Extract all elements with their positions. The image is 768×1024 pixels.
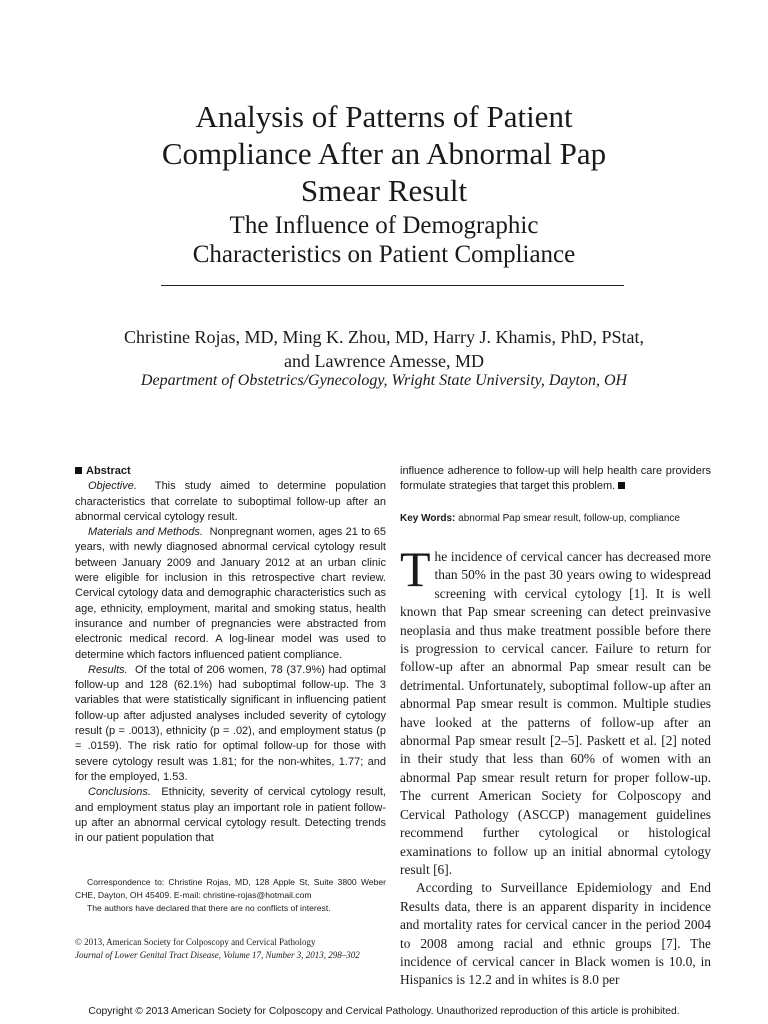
article-subtitle-line: The Influence of Demographic [229, 212, 539, 239]
correspondence-note: Correspondence to: Christine Rojas, MD, 128 Apple St, Suite 3800 Weber CHE, Dayton, OH 45409. E-mail: christine-rojas@hotmail.com [75, 877, 386, 900]
author-line: and Lawrence Amesse, MD [284, 351, 484, 371]
methods-label: Materials and Methods. [88, 526, 203, 539]
title-divider [161, 285, 624, 286]
abstract-continued-paragraph [400, 464, 711, 495]
abstract [75, 464, 386, 846]
square-bullet-icon [75, 467, 82, 474]
affiliation: Department of Obstetrics/Gynecology, Wright State University, Dayton, OH [140, 372, 628, 389]
body-paragraph: According to Surveillance Epidemiology and End Results data, there is an apparent disparity in incidence and mortality rates for cervical cancer in the period 2004 to 2008 among racial and ethnic groups [7]. The incidence of cervical cancer in Black women is 10.0, in Hispanics is 12.2 and in whites is 8.0 per [400, 880, 711, 988]
conclusions-text: Ethnicity, severity of cervical cytology result, and employment status play an important role in patient follow-up after an abnormal cervical cytology result. Detecting trends in our patient population that [75, 786, 386, 845]
body-paragraph-text: he incidence of cervical cancer has decreased more than 50% in the past 30 years owing to widespread screening with cervical cytology [1]. It is well known that Pap smear screening can detect preinvasive neoplasia and thus make treatment possible before there is progression to cervical cancer. Failure to return for follow-up after an abnormal Pap smear result can be detrimental. Unfortunately, suboptimal follow-up after an abnormal Pap smear result is common. Multiple studies have looked at the patterns of follow-up after an abnormal Pap smear result [2–5]. Paskett et al. [2] noted in their study that less than 60% of women with an abnormal Pap smear result return for proper follow-up. The current American Society for Colposcopy and Cervical Pathology (ASCCP) management guidelines recommend further cytological or histological examinations to follow up an initial abnormal cytology result [6]. [400, 549, 711, 877]
article-subtitle-line: Characteristics on Patient Compliance [192, 241, 576, 268]
author-list [0, 325, 768, 373]
article-title-line: Smear Result [300, 173, 468, 208]
results-label: Results. [88, 663, 128, 676]
objective-label: Objective. [88, 480, 137, 493]
article-title-line: Analysis of Patterns of Patient [195, 99, 573, 134]
article-subtitle [0, 211, 768, 269]
journal-copyright: © 2013, American Society for Colposcopy and Cervical Pathology [75, 937, 316, 947]
abstract-continued [400, 464, 711, 495]
footnotes [75, 876, 386, 915]
journal-info [75, 936, 386, 961]
conclusions-label: Conclusions. [88, 786, 151, 799]
abstract-heading [75, 464, 386, 479]
keywords-text: abnormal Pap smear result, follow-up, compliance [458, 513, 680, 524]
title-block [0, 98, 768, 269]
results-text: Of the total of 206 women, 78 (37.9%) had optimal follow-up and 128 (62.1%) had suboptimal follow-up. The 3 variables that were statistically significant in influencing patient follow-up after adjusted analyses included severity of cytology result (p = .0013), ethnicity (p = .02), and employment status (p = .0159). The risk ratio for optimal follow-up for those with severe cytology result was 1.81; for the non-whites, 1.77; and for the employed, 1.53. [75, 663, 386, 783]
drop-cap: T [400, 541, 431, 597]
abstract-continued-text: influence adherence to follow-up will help health care providers formulate strategies that target this problem. [400, 465, 711, 493]
conflict-note: The authors have declared that there are no conflicts of interest. [87, 903, 331, 913]
abstract-objective [75, 479, 386, 525]
body-text [400, 541, 711, 990]
body-paragraph [400, 541, 711, 879]
journal-citation: Journal of Lower Genital Tract Disease, Volume 17, Number 3, 2013, 298–302 [75, 949, 360, 960]
abstract-conclusions [75, 785, 386, 846]
article-title-line: Compliance After an Abnormal Pap [161, 136, 607, 171]
author-line: Christine Rojas, MD, Ming K. Zhou, MD, Harry J. Khamis, PhD, PStat, [123, 327, 644, 347]
keywords-label: Key Words: [400, 513, 456, 524]
abstract-heading-text: Abstract [86, 465, 131, 477]
abstract-methods [75, 525, 386, 663]
end-mark-icon [618, 482, 625, 489]
objective-text: This study aimed to determine population characteristics that correlate to suboptimal follow-up after an abnormal cervical cytology result. [75, 480, 387, 523]
article-title [0, 98, 768, 209]
page-copyright-footer: Copyright © 2013 American Society for Colposcopy and Cervical Pathology. Unauthorized reproduction of this article is prohibited. [88, 1006, 680, 1017]
keywords [400, 512, 711, 526]
methods-text: Nonpregnant women, ages 21 to 65 years, with newly diagnosed abnormal cervical cytology result between January 2009 and January 2012 at an urban clinic were eligible for inclusion in this retrospective chart review. Cervical cytology data and demographic characteristics such as age, ethnicity, employment, marital and smoking status, health insurance and number of pregnancies were abstracted from electronic medical record. A log-linear model was used to determine which factors influenced patient compliance. [75, 526, 386, 661]
abstract-results [75, 663, 386, 785]
